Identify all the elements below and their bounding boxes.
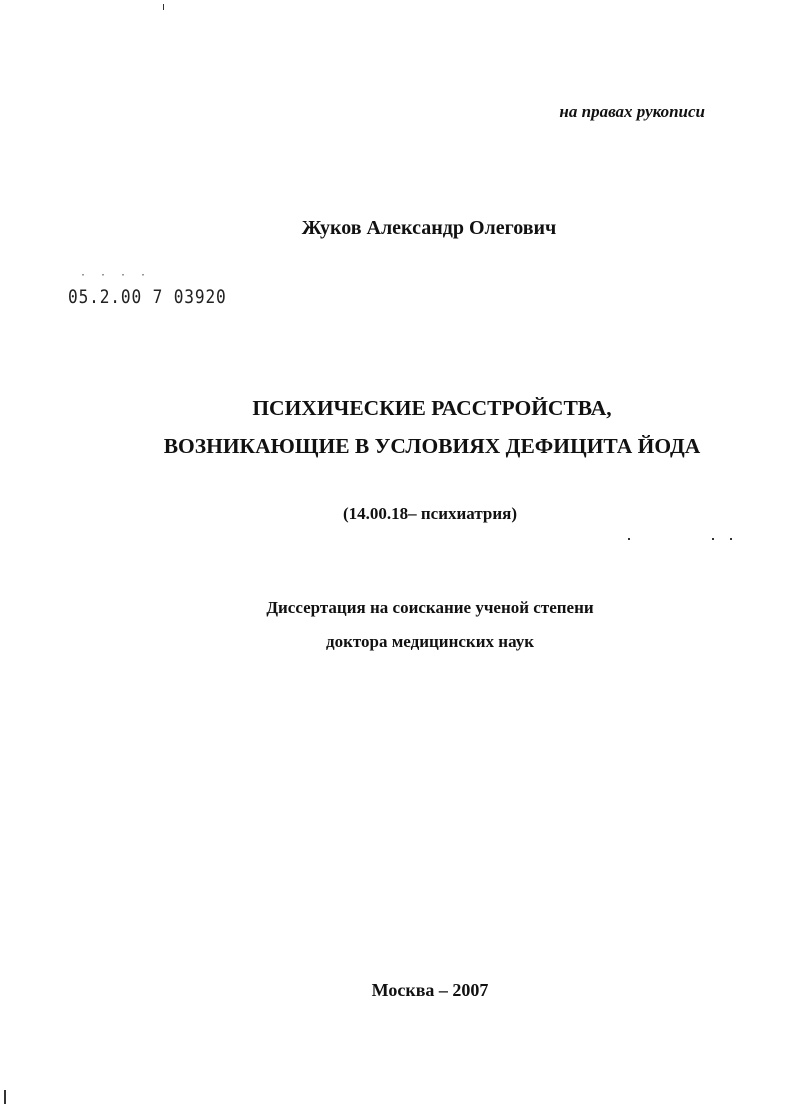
scan-speck <box>730 538 732 540</box>
title-line-1: ПСИХИЧЕСКИЕ РАССТРОЙСТВА, <box>252 396 612 420</box>
rights-note: на правах рукописи <box>559 102 705 121</box>
title-line-2: ВОЗНИКАЮЩИЕ В УСЛОВИЯХ ДЕФИЦИТА ЙОДА <box>163 434 701 458</box>
specialty-code: (14.00.18– психиатрия) <box>342 504 518 523</box>
scan-speck <box>163 4 164 10</box>
code-marks: ···· <box>80 270 161 281</box>
dissertation-line-1: Диссертация на соискание ученой степени <box>266 598 594 617</box>
city-year: Москва – 2007 <box>371 980 489 1000</box>
scan-speck <box>628 538 630 540</box>
dissertation-line-2: доктора медицинских наук <box>325 632 535 651</box>
author-name: Жуков Александр Олегович <box>301 217 557 239</box>
catalog-code-stamp: 05.2.00 7 03920 <box>68 286 227 308</box>
scan-speck <box>712 538 714 540</box>
scan-speck <box>4 1090 6 1104</box>
